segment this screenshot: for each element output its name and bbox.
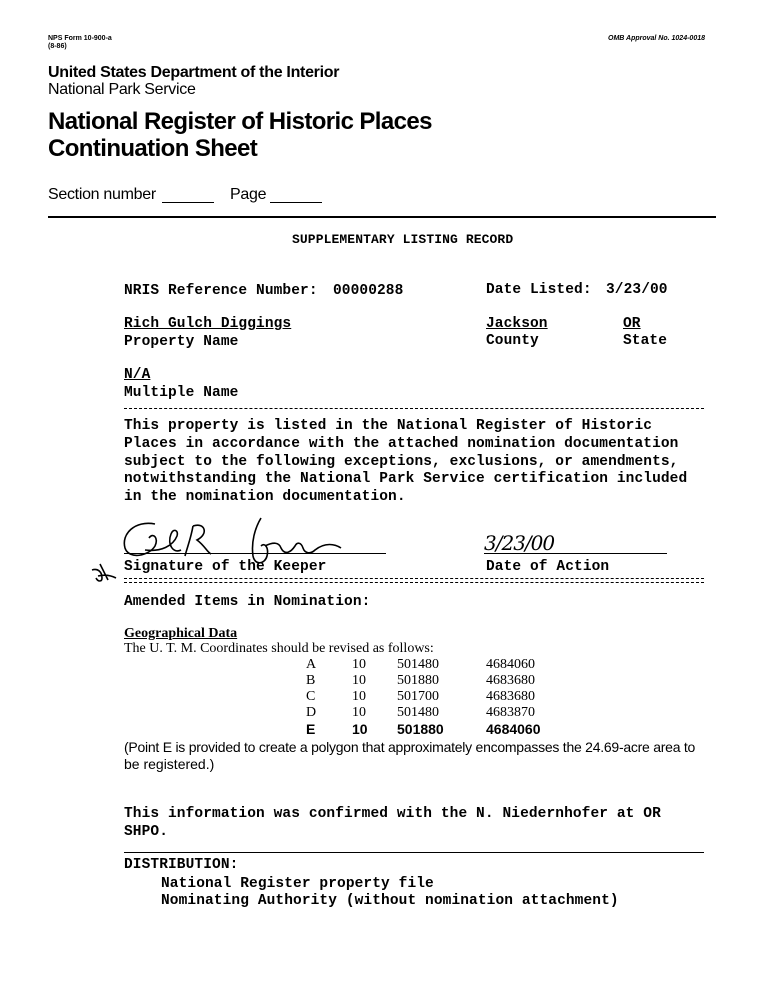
utm-easting: 501480 (397, 657, 439, 672)
utm-northing: 4683680 (486, 689, 535, 704)
service-name: National Park Service (48, 81, 196, 98)
date-listed-label: Date Listed: (486, 282, 592, 298)
property-name: Rich Gulch Diggings (124, 316, 292, 332)
statement-divider (124, 408, 704, 409)
action-date-handwritten: 3/23/00 (484, 531, 555, 555)
nris-value: 00000288 (333, 283, 404, 299)
geo-heading: Geographical Data (124, 626, 238, 641)
utm-row-b (0, 673, 769, 690)
property-name-label: Property Name (124, 334, 239, 350)
county-label: County (486, 333, 539, 349)
page-label: Page (230, 186, 267, 203)
utm-easting: 501700 (397, 689, 439, 704)
utm-northing: 4683870 (486, 705, 535, 720)
action-date-line (484, 553, 667, 554)
utm-point: E (306, 721, 316, 737)
multiple-name-label: Multiple Name (124, 385, 239, 401)
statement-line: This property is listed in the National Register of Historic (124, 418, 653, 434)
utm-row-a (0, 657, 769, 674)
record-heading: SUPPLEMENTARY LISTING RECORD (292, 232, 514, 247)
page-subtitle: Continuation Sheet (48, 135, 258, 162)
department-name: United States Department of the Interior (48, 64, 340, 81)
confirmation-line: This information was confirmed with the N. Niedernhofer at OR (124, 806, 661, 822)
geo-intro: The U. T. M. Coordinates should be revised as follows: (124, 641, 434, 656)
check-mark-icon (88, 560, 118, 584)
utm-zone: 10 (352, 705, 366, 720)
multiple-name-value: N/A (124, 367, 151, 383)
statement-line: in the nomination documentation. (124, 489, 406, 505)
date-listed-value: 3/23/00 (606, 282, 668, 298)
utm-row-c (0, 689, 769, 706)
statement-line: notwithstanding the National Park Service certification included (124, 471, 688, 487)
page-title: National Register of Historic Places (48, 108, 432, 135)
utm-point: D (306, 705, 317, 720)
page-number-line (270, 202, 322, 203)
signature-line (124, 553, 386, 554)
geo-note-continued: be registered.) (124, 756, 215, 772)
utm-point: C (306, 689, 316, 704)
signature-label: Signature of the Keeper (124, 559, 327, 575)
distribution-item: National Register property file (161, 876, 434, 892)
state-value: OR (623, 316, 641, 332)
county-value: Jackson (486, 316, 548, 332)
utm-easting: 501880 (397, 721, 444, 737)
utm-point: B (306, 673, 316, 688)
utm-northing: 4684060 (486, 721, 541, 737)
header-divider (48, 216, 716, 218)
utm-point: A (306, 657, 317, 672)
amended-items-heading: Amended Items in Nomination: (124, 594, 371, 610)
form-number: NPS Form 10-900-a (48, 35, 112, 42)
utm-northing: 4684060 (486, 657, 535, 672)
utm-zone: 10 (352, 657, 366, 672)
date-of-action-label: Date of Action (486, 559, 610, 575)
form-date: (8-86) (48, 43, 67, 50)
distribution-divider (124, 852, 704, 853)
nris-label: NRIS Reference Number: (124, 283, 318, 299)
section-number-line (162, 202, 214, 203)
omb-approval: OMB Approval No. 1024-0018 (608, 35, 705, 42)
utm-zone: 10 (352, 689, 366, 704)
utm-easting: 501880 (397, 673, 439, 688)
section-number-label: Section number (48, 186, 156, 203)
distribution-heading: DISTRIBUTION: (124, 857, 239, 873)
utm-zone: 10 (352, 673, 366, 688)
utm-row-e (0, 721, 769, 738)
statement-line: subject to the following exceptions, exclusions, or amendments, (124, 454, 679, 470)
distribution-item: Nominating Authority (without nomination attachment) (161, 893, 619, 909)
double-divider (124, 578, 704, 583)
statement-line: Places in accordance with the attached nomination documentation (124, 436, 679, 452)
state-label: State (623, 333, 668, 349)
utm-northing: 4683680 (486, 673, 535, 688)
confirmation-line: SHPO. (124, 824, 169, 840)
utm-easting: 501480 (397, 705, 439, 720)
geo-note: (Point E is provided to create a polygon that approximately encompasses the 24.69-acre area to (124, 739, 696, 755)
utm-row-d (0, 705, 769, 722)
utm-zone: 10 (352, 721, 368, 737)
